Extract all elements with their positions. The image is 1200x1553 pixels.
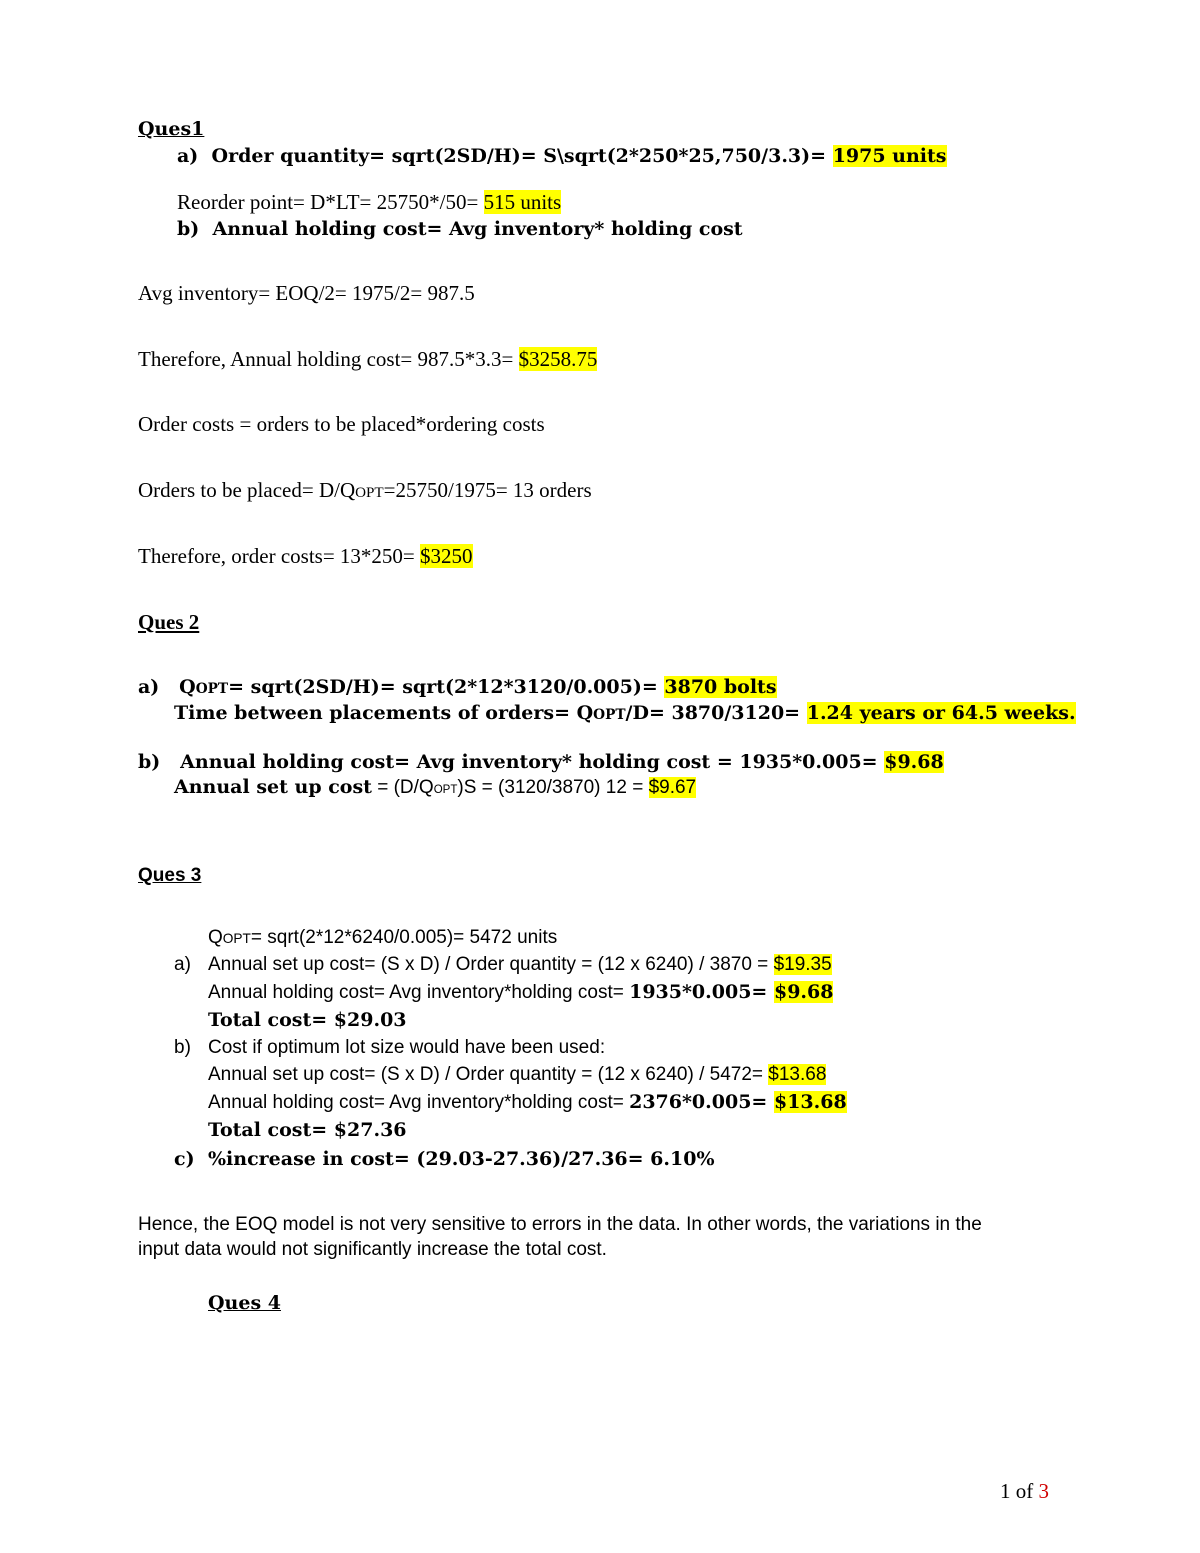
q3-a-hold-result: $9.68 (773, 981, 834, 1003)
q1-order-costs-def: Order costs = orders to be placed*ordering costs (138, 412, 545, 436)
q3-a-hold-text: Annual holding cost= Avg inventory*holding cost= (208, 982, 630, 1003)
q3-a-label: a) (174, 954, 191, 975)
q2-a-result: 3870 bolts (664, 676, 777, 698)
q1-b-line (177, 220, 743, 239)
q1-reorder-text: Reorder point= D*LT= 25750*/50= (177, 190, 484, 214)
q1-holding-result: $3258.75 (518, 347, 598, 371)
q1-avg-inventory: Avg inventory= EOQ/2= 1975/2= 987.5 (138, 281, 475, 305)
q3-a-hold-calc: 1935*0.005= (629, 981, 774, 1003)
q2-a-label: a) (138, 676, 160, 698)
q1-orders-placed-post: =25750/1975= 13 orders (383, 478, 592, 502)
q1-orders-placed-sub: OPT (355, 485, 384, 501)
q3-b-hold-calc: 2376*0.005= (629, 1091, 774, 1113)
q3-conclusion-1: Hence, the EOQ model is not very sensitive to errors in the data. In other words, the variations in the (138, 1214, 982, 1235)
q1-reorder-result: 515 units (483, 190, 562, 214)
q2-a-q: Q (179, 676, 196, 698)
q3-a-total: Total cost= $29.03 (208, 1009, 407, 1031)
q1-a-line (177, 147, 947, 166)
q3-b-total: Total cost= $27.36 (208, 1119, 407, 1141)
q2-a-text: = sqrt(2SD/H)= sqrt(2*12*3120/0.005)= (228, 676, 665, 698)
q2-time-pre: Time between placements of orders= Q (174, 702, 594, 724)
q3-c-text: %increase in cost= (29.03-27.36)/27.36= 6.10% (208, 1148, 715, 1170)
q1-b-text: Annual holding cost= Avg inventory* holding cost (212, 218, 743, 240)
q1-b-label: b) (177, 218, 200, 240)
q3-b-setup-line (208, 1065, 826, 1084)
q3-qopt-q: Q (208, 927, 223, 948)
q3-qopt-sub: OPT (222, 931, 251, 946)
q3-b-label: b) (174, 1037, 191, 1058)
page-current: 1 (1000, 1479, 1011, 1503)
q1-order-costs-line (138, 546, 473, 567)
q2-time-result: 1.24 years or 64.5 weeks. (806, 702, 1076, 724)
page-of: of (1010, 1479, 1039, 1503)
page-number (1000, 1481, 1049, 1502)
q2-setup-result: $9.67 (648, 777, 697, 798)
q2-time-sub: OPT (593, 707, 626, 723)
q1-heading: Ques1 (138, 118, 205, 140)
q3-heading: Ques 3 (138, 865, 202, 886)
q3-b-setup-result: $13.68 (768, 1064, 827, 1085)
q2-time-post: /D= 3870/3120= (625, 702, 807, 724)
q2-a-line (138, 678, 777, 697)
q3-b-setup-text: Annual set up cost= (S x D) / Order quantity = (12 x 6240) / 5472= (208, 1064, 769, 1085)
q3-conclusion-2: input data would not significantly increase the total cost. (138, 1239, 607, 1260)
q2-a-sub: OPT (195, 681, 229, 697)
q3-a-setup-line (208, 955, 832, 974)
q3-a-setup-result: $19.35 (773, 954, 832, 975)
q1-orders-placed (138, 480, 592, 501)
q3-b-text: Cost if optimum lot size would have been used: (208, 1037, 606, 1058)
q1-a-result: 1975 units (832, 145, 947, 167)
q2-time-line (174, 704, 1076, 723)
page-total: 3 (1038, 1479, 1049, 1503)
q2-b-label: b) (138, 751, 161, 773)
q3-c-label: c) (174, 1148, 195, 1170)
q1-order-costs-result: $3250 (420, 544, 473, 568)
q3-b-hold-line (208, 1093, 847, 1112)
q3-a-setup-text: Annual set up cost= (S x D) / Order quantity = (12 x 6240) / 3870 = (208, 954, 774, 975)
q2-setup-line (174, 778, 696, 797)
q3-b-hold-text: Annual holding cost= Avg inventory*holding cost= (208, 1092, 630, 1113)
q1-reorder-line (177, 192, 561, 213)
q2-b-line (138, 753, 944, 772)
q2-setup-label: Annual set up cost (174, 776, 372, 798)
q3-b-hold-result: $13.68 (773, 1091, 847, 1113)
q1-holding-line (138, 349, 597, 370)
q2-b-text: Annual holding cost= Avg inventory* holding cost = 1935*0.005= (180, 751, 885, 773)
q3-a-hold-line (208, 983, 833, 1002)
q1-order-costs-text: Therefore, order costs= 13*250= (138, 544, 421, 568)
q2-setup-pre: = (D/Q (371, 777, 434, 798)
q1-orders-placed-pre: Orders to be placed= D/Q (138, 478, 356, 502)
q1-holding-text: Therefore, Annual holding cost= 987.5*3.3= (138, 347, 519, 371)
q2-b-result: $9.68 (884, 751, 944, 773)
q4-heading: Ques 4 (208, 1292, 281, 1314)
q2-setup-sub: OPT (433, 784, 458, 796)
q2-heading: Ques 2 (138, 610, 200, 634)
q2-setup-post: )S = (3120/3870) 12 = (457, 777, 649, 798)
q3-qopt-line (208, 928, 557, 947)
q1-a-label: a) (177, 145, 199, 167)
q1-a-text: Order quantity= sqrt(2SD/H)= S\sqrt(2*250*25,750/3.3)= (211, 145, 833, 167)
q3-qopt-text: = sqrt(2*12*6240/0.005)= 5472 units (250, 927, 558, 948)
